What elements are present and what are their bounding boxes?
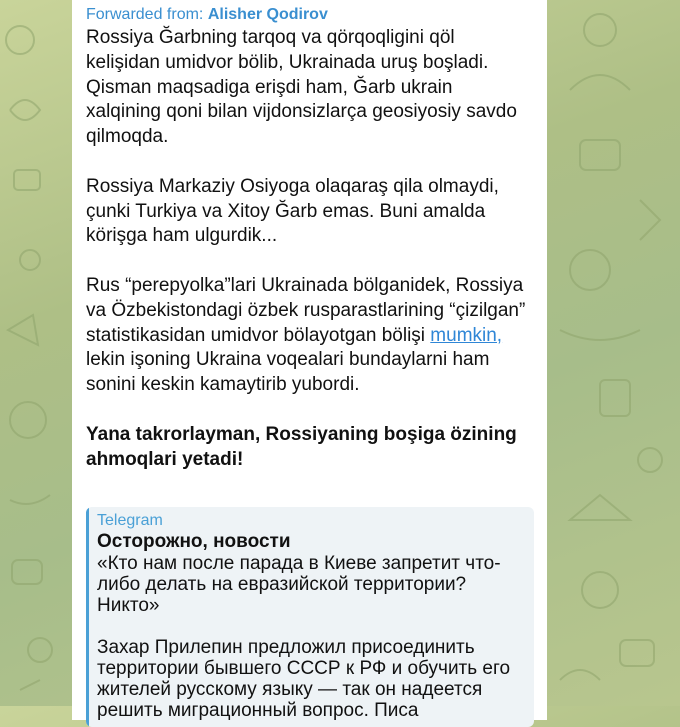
forwarded-prefix: Forwarded from: [86, 6, 204, 23]
message-paragraph-3-end: lekin işoning Ukraina voqealari bundaylarni ham sonini keskin kamaytirib yubordi. [86, 349, 490, 396]
message-paragraph-2: Rossiya Markaziy Osiyoga olaqaraş qila olmaydi, çunki Turkiya va Xitoy Ğarb emas. Buni amalda körişga ham ulgurdik... [86, 175, 499, 247]
link-preview-accent-bar [86, 507, 89, 727]
link-preview-source: Telegram [97, 512, 163, 529]
forwarded-author[interactable]: Alisher Qodirov [207, 6, 328, 23]
message-paragraph-1: Rossiya Ğarbning tarqoq va qörqoqligini qöl kelişidan umidvor bölib, Ukrainada uruş boşladi. Qisman maqsadiga erişdi ham, Ğarb ukrain xalqining qoni bilan vijdonsizlarça geosiyosiy savdo qilmoqda. [86, 27, 517, 148]
link-preview-paragraph-2: Захар Прилепин предложил присоединить территории бывшего СССР к РФ и обучить его жителей русскому языку — так он надеется решить миграционный вопрос. Писа [97, 637, 511, 721]
message-paragraph-4: Yana takrorlayman, Rossiyaning boşiga özining ahmoqlari yetadi! [86, 423, 517, 470]
message-link[interactable]: mumkin, [430, 324, 503, 346]
link-preview-paragraph-1: «Кто нам после парада в Киеве запретит что-либо делать на евразийской территории? Никто» [97, 553, 501, 616]
link-preview[interactable] [86, 507, 534, 727]
message-paragraph-3-start: Rus “perepyolka”lari Ukrainada bölganidek, Rossiya va Özbekistondagi özbek rusparastlarining “çizilgan” statistikasidan umidvor bölayotgan bölişi [86, 274, 526, 346]
link-preview-description [97, 553, 527, 727]
message-text [86, 26, 526, 497]
link-preview-title: Осторожно, новости [97, 531, 291, 552]
message-paragraph-3 [86, 274, 526, 398]
forwarded-from-header[interactable] [86, 6, 328, 24]
